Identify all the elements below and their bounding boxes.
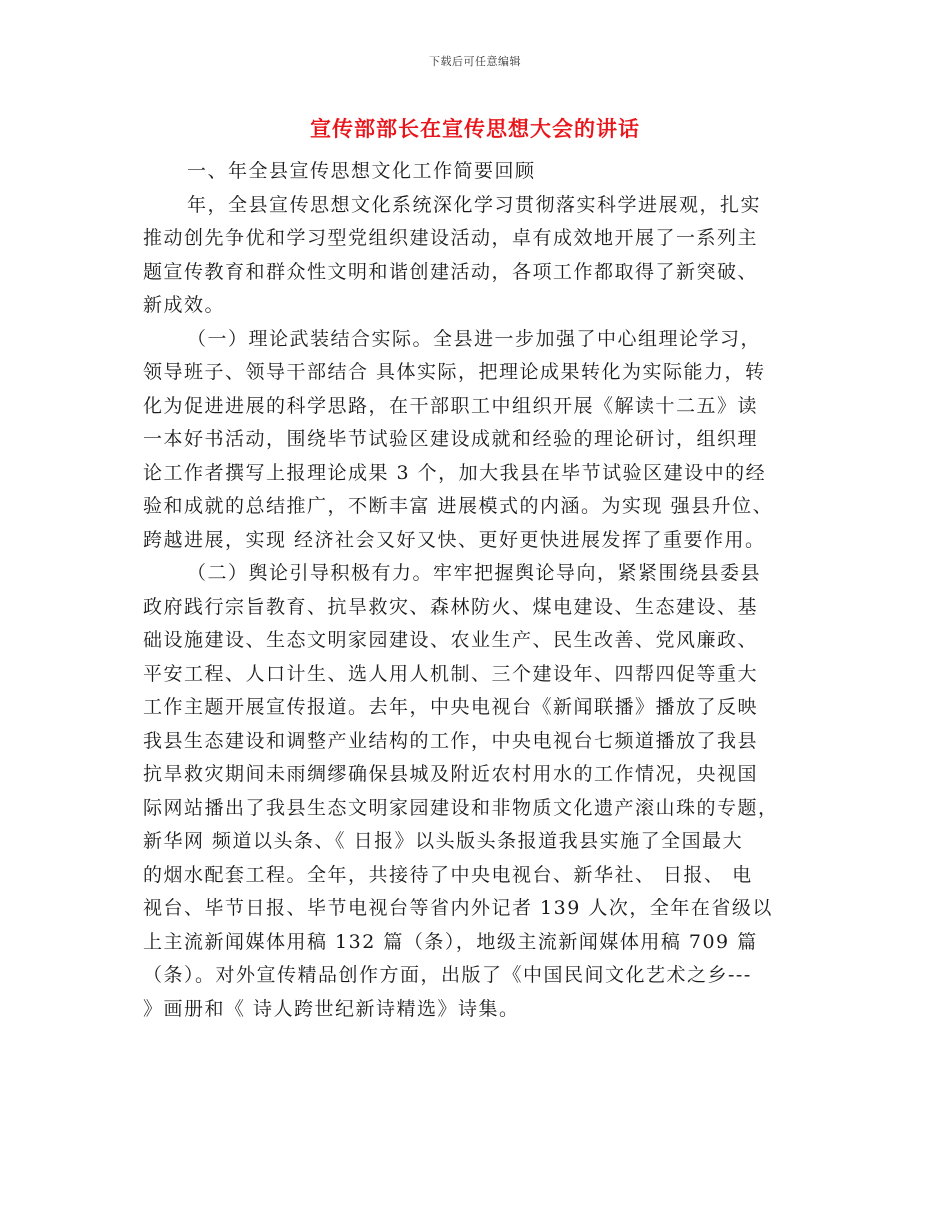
text-line: 》画册和《 诗人跨世纪新诗精选》诗集。 (143, 997, 520, 1020)
text-line: 的烟水配套工程。全年，共接待了中央电视台、新华社、 日报、 电 (143, 863, 753, 886)
text-line: 题宣传教育和群众性文明和谐创建活动，各项工作都取得了新突破、 (143, 260, 759, 283)
text-line: 一本好书活动，围绕毕节试验区建设成就和经验的理论研讨，组织理 (143, 428, 759, 450)
text-line: 新华网 频道以头条、《 日报》以头版头条报道我县实施了全国最大 (143, 830, 744, 852)
text-line: 上主流新闻媒体用稿 132 篇（条），地级主流新闻媒体用稿 709 篇 (143, 930, 758, 953)
text-line: 工作主题开展宣传报道。去年，中央电视台《新闻联播》播放了反映 (143, 696, 759, 718)
paragraph-public-opinion (143, 557, 808, 1026)
text-line: 视台、毕节日报、毕节电视台等省内外记者 139 人次，全年在省级以 (143, 897, 773, 919)
text-line: 平安工程、人口计生、选人用人机制、三个建设年、四帮四促等重大 (143, 662, 759, 685)
paragraph-theory (143, 323, 808, 558)
text-line: 论工作者撰写上报理论成果 3 个，加大我县在毕节试验区建设中的经 (143, 461, 767, 484)
text-line: 抗旱救灾期间未雨绸缪确保县城及附近农村用水的工作情况，央视国 (143, 763, 759, 785)
document-title: 宣传部部长在宣传思想大会的讲话 (310, 117, 640, 141)
text-line: 验和成就的总结推广，不断丰富 进展模式的内涵。为实现 强县升位、 (143, 495, 774, 517)
text-line: 政府践行宗旨教育、抗旱救灾、森林防火、煤电建设、生态建设、基 (143, 595, 759, 618)
text-line: 化为促进进展的科学思路，在干部职工中组织开展《解读十二五》读 (143, 394, 759, 417)
text-line: 推动创先争优和学习型党组织建设活动，卓有成效地开展了一系列主 (143, 227, 759, 249)
text-line: 际网站播出了我县生态文明家园建设和非物质文化遗产滚山珠的专题， (143, 796, 779, 819)
text-line: （条）。对外宣传精品创作方面，出版了《中国民间文化艺术之乡--- (143, 964, 752, 986)
text-line: 我县生态建设和调整产业结构的工作，中央电视台七频道播放了我县 (143, 729, 759, 752)
paragraph-intro (143, 189, 808, 323)
text-line: （二）舆论引导积极有力。牢牢把握舆论导向，紧紧围绕县委县 (187, 562, 762, 584)
text-line: （一）理论武装结合实际。全县进一步加强了中心组理论学习， (187, 327, 762, 350)
text-line: 础设施建设、生态文明家园建设、农业生产、民生改善、党风廉政、 (143, 629, 759, 651)
text-line: 新成效。 (143, 294, 226, 316)
page-header: 下载后可任意编辑 (429, 55, 521, 68)
text-line: 年，全县宣传思想文化系统深化学习贯彻落实科学进展观，扎实 (187, 193, 762, 216)
text-line: 跨越进展，实现 经济社会又好又快、更好更快进展发挥了重要作用。 (143, 528, 766, 551)
section-heading: 一、年全县宣传思想文化工作简要回顾 (187, 160, 536, 182)
document-body (143, 155, 808, 1026)
text-line: 领导班子、领导干部结合 具体实际，把理论成果转化为实际能力，转 (143, 361, 766, 383)
